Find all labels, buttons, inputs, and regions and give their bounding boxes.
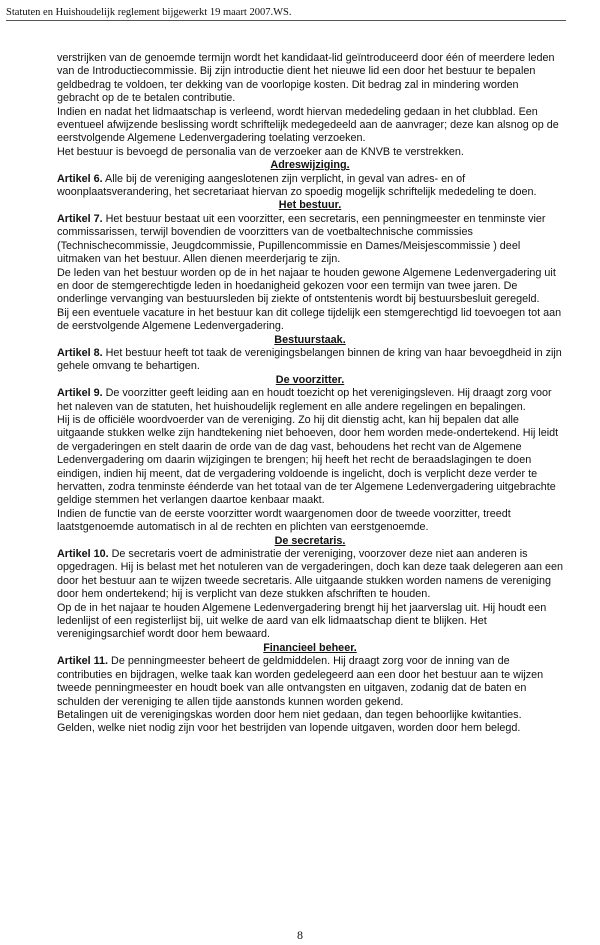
page-number: 8 bbox=[297, 928, 303, 942]
article-label: Artikel 7. bbox=[57, 212, 103, 225]
section-bestuurstaak bbox=[57, 334, 563, 374]
section-het-bestuur bbox=[57, 199, 563, 333]
article-paragraph bbox=[57, 213, 563, 267]
intro-paragraph: verstrijken van de genoemde termijn wordt het kandidaat-lid geïntroduceerd door één of meerdere leden van de Introductiecommissie. Bij zijn introductie dient het nieuwe lid een door het bestuur te bepalen geldbedrag te voldoen, ter dekking van de voorlopige kosten. Dit bedrag zal in mindering worden gebracht op de te betalen contributie. bbox=[57, 52, 555, 105]
article-paragraph: Betalingen uit de verenigingskas worden door hem niet gedaan, dan tegen behoorlijke kwitanties. bbox=[57, 708, 522, 721]
page-header: Statuten en Huishoudelijk reglement bijgewerkt 19 maart 2007.WS. bbox=[6, 6, 566, 21]
article-paragraph bbox=[57, 173, 563, 200]
article-paragraph: Gelden, welke niet nodig zijn voor het bestrijden van lopende uitgaven, worden door hem belegd. bbox=[57, 722, 521, 735]
article-text: De voorzitter geeft leiding aan en houdt toezicht op het verenigingsleven. Hij draagt zorg voor het naleven van de statuten, het huishoudelijk reglement en alle andere regelingen en bepalingen. bbox=[57, 387, 552, 413]
article-paragraph: Indien de functie van de eerste voorzitter wordt waargenomen door de tweede voorzitter, treedt laatstgenoemde automatisch in al de rechten en plichten van eerstgenoemde. bbox=[57, 507, 511, 534]
section-heading: Bestuurstaak. bbox=[274, 333, 346, 346]
article-paragraph bbox=[57, 548, 563, 602]
document-body bbox=[57, 52, 563, 736]
section-heading: Financieel beheer. bbox=[263, 641, 357, 654]
article-paragraph: Bij een eventuele vacature in het bestuur kan dit college tijdelijk een stemgerechtigd lid toevoegen tot aan de eerstvolgende Algemene Ledenvergadering. bbox=[57, 306, 562, 333]
article-label: Artikel 6. bbox=[57, 172, 103, 185]
section-heading: Het bestuur. bbox=[278, 199, 342, 212]
intro-paragraph: Indien en nadat het lidmaatschap is verleend, wordt hiervan mededeling gedaan in het clubblad. Een eventueel afwijzende beslissing wordt schriftelijk medegedeeld aan de aanvrager; deze kan alsnog op de eerstvolgende Algemene Ledenvergadering toelating verzoeken. bbox=[57, 105, 559, 145]
article-text: De secretaris voert de administratie der vereniging, voorzover deze niet aan anderen is opgedragen. Hij is belast met het notuleren van de vergaderingen, doch kan deze taak delegeren aan een door het bestuur aan te wijzen tweede secretaris. Alle uitgaande stukken worden namens de vereniging door hem ondertekend; hij is verplicht van deze stukken afschriften te houden. bbox=[57, 548, 564, 601]
section-financieel-beheer bbox=[57, 642, 563, 736]
article-label: Artikel 9. bbox=[57, 387, 103, 400]
article-text: Het bestuur heeft tot taak de verenigingsbelangen binnen de kring van haar bevoegdheid in zijn gehele omvang te behartigen. bbox=[57, 346, 562, 373]
article-text: Alle bij de vereniging aangeslotenen zijn verplicht, in geval van adres- en of woonplaatsverandering, het secretariaat hiervan zo spoedig mogelijk schriftelijk mededeling te doen. bbox=[57, 172, 537, 199]
article-paragraph bbox=[57, 655, 563, 709]
section-heading: De voorzitter. bbox=[275, 373, 345, 386]
article-text: Het bestuur bestaat uit een voorzitter, een secretaris, een penningmeester en tenminste vier commissarissen, terwijl bovendien de voorzitters van de voetbaltechnische commissies (Technischecommissie, Jeugdcommissie, Pupillencommissie en Dames/Meisjescommissie ) deel uitmaken van het bestuur. Allen dienen meerderjarig te zijn. bbox=[57, 212, 546, 266]
article-paragraph: Op de in het najaar te houden Algemene Ledenvergadering brengt hij het jaarverslag uit. Hij houdt een ledenlijst of een registerlijst bij, uit welke de aard van elk lidmaatschap dient te blijken. Het verenigingsarchief wordt door hem bewaard. bbox=[57, 601, 547, 641]
article-label: Artikel 11. bbox=[57, 655, 109, 668]
article-paragraph: Hij is de officiële woordvoerder van de vereniging. Zo hij dit dienstig acht, kan hij bepalen dat alle uitgaande stukken welke zijn handtekening niet behoeven, door hem worden mede-ondertekend. Hij leidt de vergaderingen en stelt daarin de orde van de dag vast, behoudens het recht van de Algemene Ledenvergadering om daarin wijzigingen te brengen; hij heeft het recht de beraadslagingen te doen eindigen, indien hij meent, dat de vergadering voldoende is ingelicht, doch is verplicht deze verder te hervatten, zodra tenminste éénderde van het totaal van de ter Algemene Ledenvergadering uitgebrachte geldige stemmen het verlangen daartoe kenbaar maakt. bbox=[57, 413, 559, 507]
article-paragraph: De leden van het bestuur worden op de in het najaar te houden gewone Algemene Ledenvergadering uit en door de stemgerechtigde leden in hoedanigheid gekozen voor een termijn van twee jaren. De onderlinge vervanging van bestuursleden bij ziekte of ontstentenis wordt bij bestuursbesluit geregeld. bbox=[57, 266, 556, 306]
section-de-voorzitter bbox=[57, 374, 563, 535]
article-label: Artikel 10. bbox=[57, 548, 109, 561]
section-de-secretaris bbox=[57, 535, 563, 642]
intro-paragraph: Het bestuur is bevoegd de personalia van de verzoeker aan de KNVB te verstrekken. bbox=[57, 145, 464, 158]
article-text: De penningmeester beheert de geldmiddelen. Hij draagt zorg voor de inning van de contributies en bijdragen, welke taak kan worden gedelegeerd aan een door het bestuur aan te wijzen tweede penningmeester en houdt boek van alle ontvangsten en uitgaven, zodanig dat de baten en schulden der vereniging te allen tijde aanstonds kunnen worden gekend. bbox=[57, 655, 544, 708]
section-heading: De secretaris. bbox=[274, 534, 346, 547]
intro-block bbox=[57, 52, 563, 159]
article-paragraph bbox=[57, 347, 563, 374]
section-adreswijziging bbox=[57, 159, 563, 199]
article-label: Artikel 8. bbox=[57, 346, 103, 359]
section-heading: Adreswijziging. bbox=[270, 159, 350, 172]
article-paragraph bbox=[57, 387, 563, 414]
